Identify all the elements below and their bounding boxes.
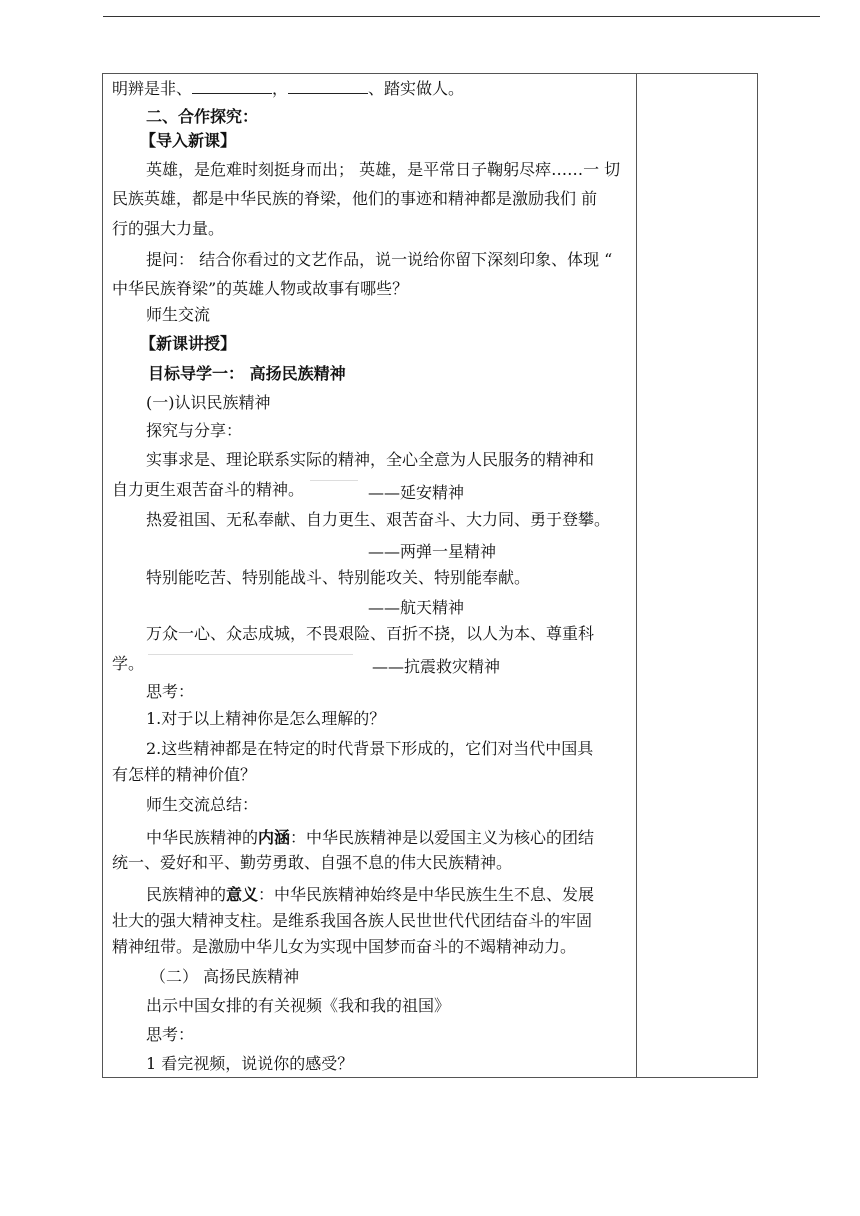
- line-mingbian-b: ，: [272, 79, 289, 98]
- kangzhen-line2-text: 学。: [112, 654, 145, 673]
- hangtian-signature: ——航天精神: [368, 598, 465, 617]
- think-label-2: 思考：: [146, 1025, 195, 1044]
- yanan-line2-text: 自力更生艰苦奋斗的精神。: [112, 480, 305, 499]
- section-title-cooperation: 二、合作探究：: [146, 107, 259, 126]
- yiyi-line1: [146, 885, 594, 905]
- intro-paragraph-line2: 民族英雄，都是中华民族的脊梁，他们的事迹和精神都是激励我们 前: [112, 189, 598, 208]
- yiyi-prefix: 民族精神的: [146, 885, 227, 904]
- liangdan-signature: ——两弹一星精神: [368, 542, 497, 561]
- neihan-rest: ：中华民族精神是以爱国主义为核心的团结: [290, 828, 595, 847]
- blank-box: [310, 480, 358, 499]
- line-mingbian-a: 明辨是非、: [112, 79, 193, 98]
- intro-paragraph-line1: 英雄，是危难时刻挺身而出； 英雄，是平常日子鞠躬尽瘁……一 切: [146, 160, 621, 179]
- neihan-prefix: 中华民族精神的: [146, 828, 259, 847]
- line-mingbian-c: 、踏实做人。: [368, 79, 465, 98]
- neihan-keyword: 内涵: [258, 828, 291, 847]
- neihan-line2: 统一、爱好和平、勤劳勇敢、自强不息的伟大民族精神。: [112, 853, 513, 872]
- yanan-line2: [112, 480, 358, 500]
- think-question-3: 1 看完视频，说说你的感受？: [146, 1054, 354, 1073]
- yiyi-line2: 壮大的强大精神支柱。是维系我国各族人民世世代代团结奋斗的牢固: [112, 911, 593, 930]
- yiyi-keyword: 意义: [226, 885, 259, 904]
- fill-blank-2: [288, 80, 368, 94]
- hangtian-line1: 特别能吃苦、特别能战斗、特别能攻关、特别能奉献。: [146, 568, 531, 587]
- yiyi-rest: ：中华民族精神始终是中华民族生生不息、发展: [258, 885, 595, 904]
- neihan-line1: [146, 828, 594, 848]
- heading-intro: 【导入新课】: [140, 131, 237, 150]
- yanan-signature: ——延安精神: [368, 483, 465, 502]
- think-question-1: 1.对于以上精神你是怎么理解的？: [146, 709, 386, 728]
- yanan-line1: 实事求是、理论联系实际的精神，全心全意为人民服务的精神和: [146, 450, 595, 469]
- think-question-2-line1: 2.这些精神都是在特定的时代背景下形成的，它们对当代中国具: [146, 739, 594, 758]
- summary-label: 师生交流总结：: [146, 795, 259, 814]
- liangdan-line1: 热爱祖国、无私奉献、自力更生、艰苦奋斗、大力同、勇于登攀。: [146, 510, 611, 529]
- intro-paragraph-line3: 行的强大力量。: [112, 219, 225, 238]
- yiyi-line3: 精神纽带。是激励中华儿女为实现中国梦而奋斗的不竭精神动力。: [112, 937, 577, 956]
- blank-box: [148, 654, 353, 673]
- heading-new-lesson: 【新课讲授】: [140, 334, 237, 353]
- exchange-text: 师生交流: [146, 305, 211, 324]
- subsection-one: (一)认识民族精神: [146, 393, 271, 412]
- fill-blank-1: [192, 80, 272, 94]
- question-line1: 提问： 结合你看过的文艺作品，说一说给你留下深刻印象、体现 “: [146, 250, 613, 269]
- think-label-1: 思考：: [146, 682, 195, 701]
- goal-one-title: 目标导学一： 高扬民族精神: [148, 364, 346, 383]
- header-rule: [103, 16, 820, 17]
- kangzhen-signature: ——抗震救灾精神: [372, 657, 501, 676]
- line-mingbian: [112, 79, 464, 99]
- table-column-divider: [636, 73, 637, 1078]
- video-text: 出示中国女排的有关视频《我和我的祖国》: [146, 996, 451, 1015]
- subsection-two: （二） 高扬民族精神: [150, 967, 300, 986]
- question-line2: 中华民族脊梁”的英雄人物或故事有哪些？: [112, 279, 409, 298]
- kangzhen-line1: 万众一心、众志成城，不畏艰险、百折不挠，以人为本、尊重科: [146, 624, 595, 643]
- explore-share: 探究与分享：: [146, 421, 243, 440]
- think-question-2-line2: 有怎样的精神价值？: [112, 765, 257, 784]
- kangzhen-line2: [112, 654, 353, 674]
